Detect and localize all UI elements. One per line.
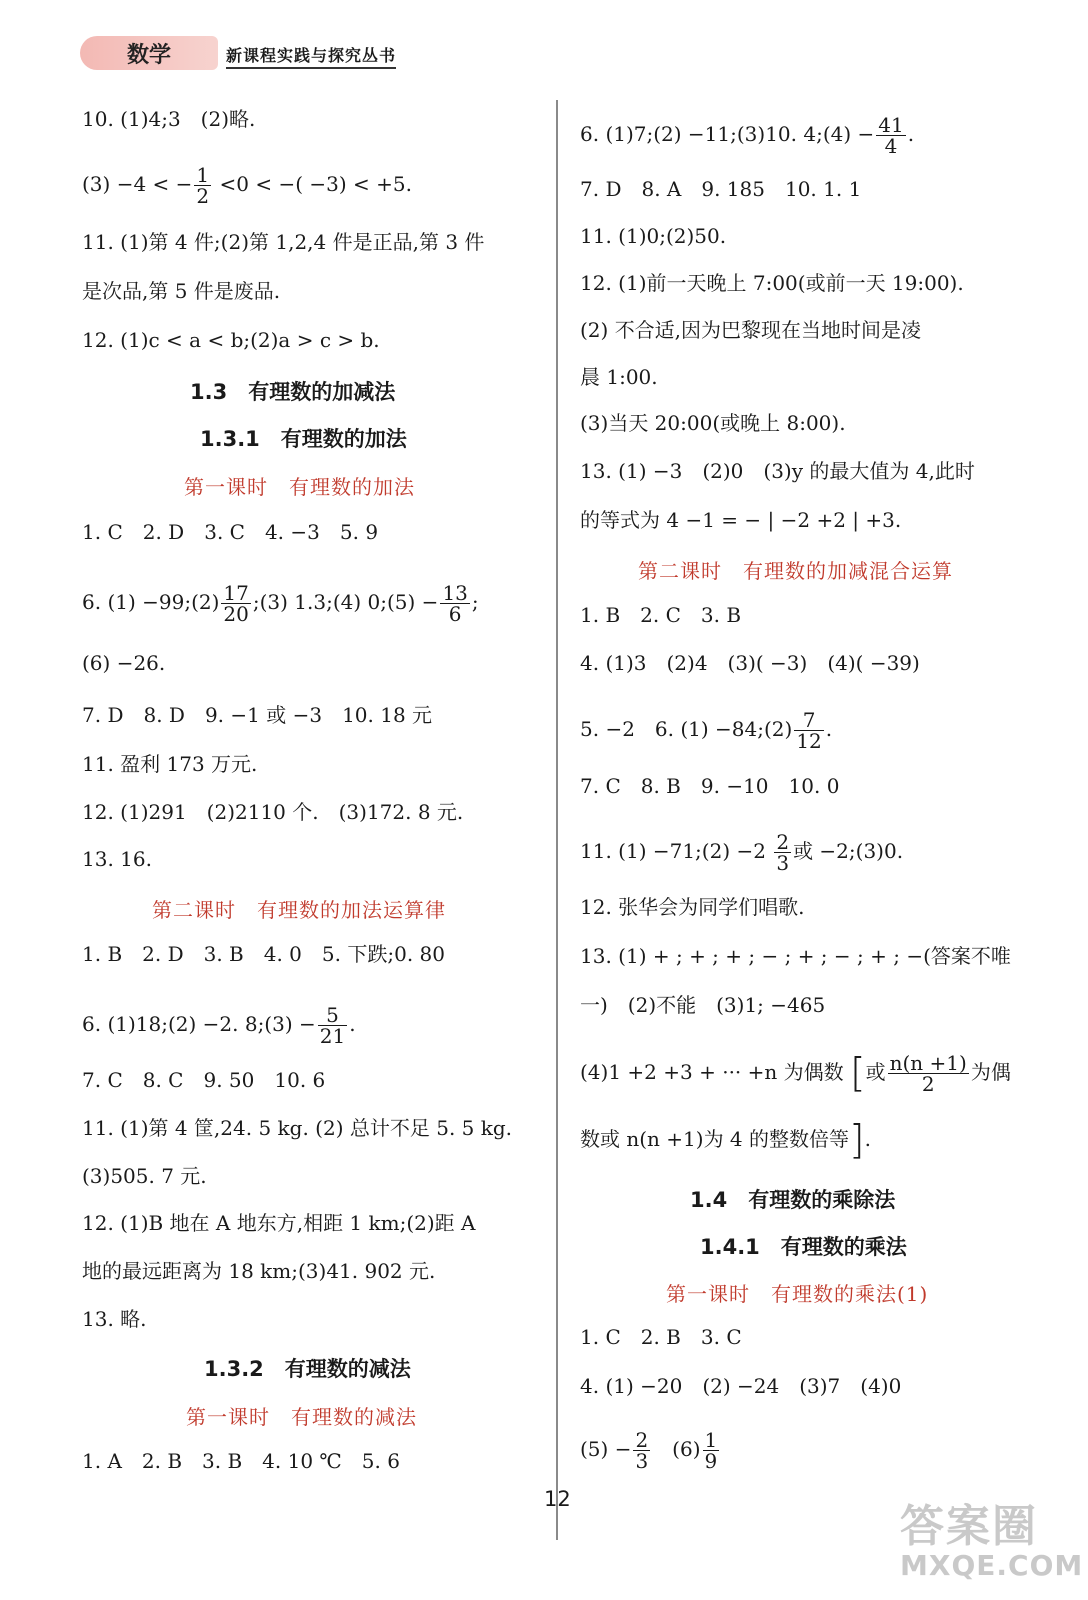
answer-line: 1. B 2. C 3. B	[580, 603, 742, 627]
fraction-numerator: 2	[635, 1428, 649, 1452]
answer-line: 1. A 2. B 3. B 4. 10 ℃ 5. 6	[82, 1449, 400, 1473]
text-span: ;	[471, 590, 479, 614]
answer-line: 12. (1)c < a < b;(2)a > c > b.	[82, 328, 380, 352]
text-span: ;(3) 1.3;(4) 0;(5) −	[252, 590, 439, 614]
text-span: .	[349, 1012, 356, 1036]
text-span: .	[907, 122, 915, 146]
lesson-title: 第二课时 有理数的加法运算律	[152, 898, 446, 922]
answer-line: 晨 1:00.	[580, 365, 658, 389]
text-span: (3) −4 < −	[82, 172, 193, 196]
fraction	[221, 583, 250, 624]
text-span: 5. −2 6. (1) −84;(2)	[580, 717, 793, 741]
answer-line: 11. (1)0;(2)50.	[580, 224, 727, 248]
answer-line: (6) −26.	[82, 651, 166, 675]
text-span: (5) −	[580, 1437, 632, 1461]
answer-line: 12. 张华会为同学们唱歌.	[580, 895, 805, 919]
text-span: 数或 n(n +1)为 4 的整数倍等	[580, 1127, 850, 1151]
answer-line: 13. 略.	[82, 1307, 147, 1331]
section-heading: 1.3 有理数的加减法	[190, 380, 396, 404]
fraction-denominator: 4	[884, 134, 898, 158]
answer-line: (2) 不合适,因为巴黎现在当地时间是凌	[580, 318, 922, 342]
answer-line: (3)505. 7 元.	[82, 1164, 207, 1188]
fraction	[794, 710, 823, 751]
answer-line: 是次品,第 5 件是废品.	[82, 279, 281, 303]
fraction-numerator: 2	[776, 830, 790, 854]
answer-line: 7. D 8. A 9. 185 10. 1. 1	[580, 177, 862, 201]
answer-line: 12. (1)前一天晚上 7:00(或前一天 19:00).	[580, 271, 964, 295]
fraction	[888, 1053, 969, 1094]
fraction	[440, 583, 469, 624]
answer-line: 11. (1)第 4 筐,24. 5 kg. (2) 总计不足 5. 5 kg.	[82, 1116, 513, 1140]
subsection-heading: 1.3.2 有理数的减法	[204, 1357, 411, 1381]
text-span: 或	[865, 1060, 886, 1084]
answer-line: 一) (2)不能 (3)1; −465	[580, 993, 826, 1017]
text-span: 11. (1) −71;(2) −2	[580, 839, 773, 863]
fraction-numerator: 5	[318, 1005, 347, 1026]
lesson-title: 第二课时 有理数的加减混合运算	[638, 559, 953, 583]
watermark-logo-text: 答案圈	[900, 1501, 1038, 1552]
fraction-numerator: 1	[704, 1428, 718, 1452]
text-span: 为偶	[970, 1060, 1011, 1084]
answer-line	[82, 1005, 356, 1046]
fraction	[633, 1430, 650, 1471]
lesson-title: 第一课时 有理数的乘法(1)	[666, 1282, 929, 1306]
text-span: 或 −2;(3)0.	[793, 839, 904, 863]
fraction-numerator: n(n +1)	[889, 1051, 967, 1075]
answer-line	[580, 1430, 721, 1471]
fraction-numerator: 1	[196, 163, 210, 187]
fraction	[318, 1005, 347, 1046]
answer-line: 地的最远距离为 18 km;(3)41. 902 元.	[82, 1259, 436, 1283]
answer-line: 13. (1) −3 (2)0 (3)y 的最大值为 4,此时	[580, 459, 975, 483]
lesson-title: 第一课时 有理数的减法	[186, 1405, 417, 1429]
fraction-denominator: 2	[196, 184, 210, 208]
answer-line: 1. C 2. D 3. C 4. −3 5. 9	[82, 520, 379, 544]
fraction-denominator: 6	[448, 602, 462, 626]
fraction	[703, 1430, 720, 1471]
text-span: .	[864, 1127, 871, 1151]
watermark-url: MXQE.COM	[900, 1549, 1084, 1582]
answer-line: 10. (1)4;3 (2)略.	[82, 107, 256, 131]
answer-line: 的等式为 4 −1 = − | −2 +2 | +3.	[580, 508, 902, 532]
answer-line: 4. (1)3 (2)4 (3)( −3) (4)( −39)	[580, 651, 920, 675]
fraction-denominator: 3	[635, 1449, 649, 1473]
fraction	[194, 165, 211, 206]
subsection-heading: 1.3.1 有理数的加法	[200, 427, 407, 451]
answer-line: 11. 盈利 173 万元.	[82, 752, 258, 776]
watermark	[900, 1501, 1084, 1593]
fraction-denominator: 3	[776, 851, 790, 875]
answer-line	[580, 1050, 1011, 1097]
answer-line: 13. 16.	[82, 847, 152, 871]
fraction-denominator: 12	[796, 729, 822, 753]
answer-line: 7. C 8. B 9. −10 10. 0	[580, 774, 840, 798]
fraction-denominator: 20	[223, 602, 249, 626]
answer-line: 7. C 8. C 9. 50 10. 6	[82, 1068, 326, 1092]
fraction-denominator: 9	[704, 1449, 718, 1473]
close-bracket: ]	[849, 1117, 865, 1164]
answer-line: 7. D 8. D 9. −1 或 −3 10. 18 元	[82, 703, 433, 727]
answer-line	[580, 1117, 871, 1164]
fraction-numerator: 7	[794, 710, 823, 731]
answer-line	[82, 165, 412, 206]
answer-line	[580, 710, 832, 751]
text-span: <0 < −( −3) < +5.	[213, 172, 412, 196]
answer-line: 12. (1)291 (2)2110 个. (3)172. 8 元.	[82, 800, 464, 824]
answer-line: 1. C 2. B 3. C	[580, 1325, 742, 1349]
text-span: .	[825, 717, 833, 741]
answer-line: 1. B 2. D 3. B 4. 0 5. 下跌;0. 80	[82, 942, 445, 966]
column-divider	[556, 100, 558, 1540]
answer-line: 13. (1) + ; + ; + ; − ; + ; − ; + ; −(答案不唯	[580, 944, 1011, 968]
answer-line	[580, 832, 903, 873]
subject-tab: 数学	[80, 36, 218, 70]
fraction-numerator: 13	[442, 581, 468, 605]
fraction-denominator: 2	[921, 1072, 935, 1096]
fraction	[876, 115, 905, 156]
fraction-numerator: 41	[878, 113, 904, 137]
open-bracket: [	[850, 1050, 866, 1097]
fraction-numerator: 17	[223, 581, 249, 605]
text-span: (6)	[652, 1437, 701, 1461]
fraction-denominator: 21	[319, 1024, 346, 1048]
text-span: 6. (1)18;(2) −2. 8;(3) −	[82, 1012, 316, 1036]
text-span: 6. (1)7;(2) −11;(3)10. 4;(4) −	[580, 122, 875, 146]
answer-line: 11. (1)第 4 件;(2)第 1,2,4 件是正品,第 3 件	[82, 230, 485, 254]
answer-line: 4. (1) −20 (2) −24 (3)7 (4)0	[580, 1374, 902, 1398]
series-title: 新课程实践与探究丛书	[226, 43, 396, 69]
page-number: 12	[544, 1487, 571, 1511]
answer-line	[580, 115, 914, 156]
answer-line: (3)当天 20:00(或晚上 8:00).	[580, 411, 846, 435]
text-span: 6. (1) −99;(2)	[82, 590, 220, 614]
text-span: (4)1 +2 +3 + ··· +n 为偶数	[580, 1060, 850, 1084]
lesson-title: 第一课时 有理数的加法	[184, 475, 415, 499]
subsection-heading: 1.4.1 有理数的乘法	[700, 1235, 907, 1259]
fraction	[774, 832, 791, 873]
section-heading: 1.4 有理数的乘除法	[690, 1188, 896, 1212]
answer-line	[82, 583, 479, 624]
answer-line: 12. (1)B 地在 A 地东方,相距 1 km;(2)距 A	[82, 1211, 476, 1235]
